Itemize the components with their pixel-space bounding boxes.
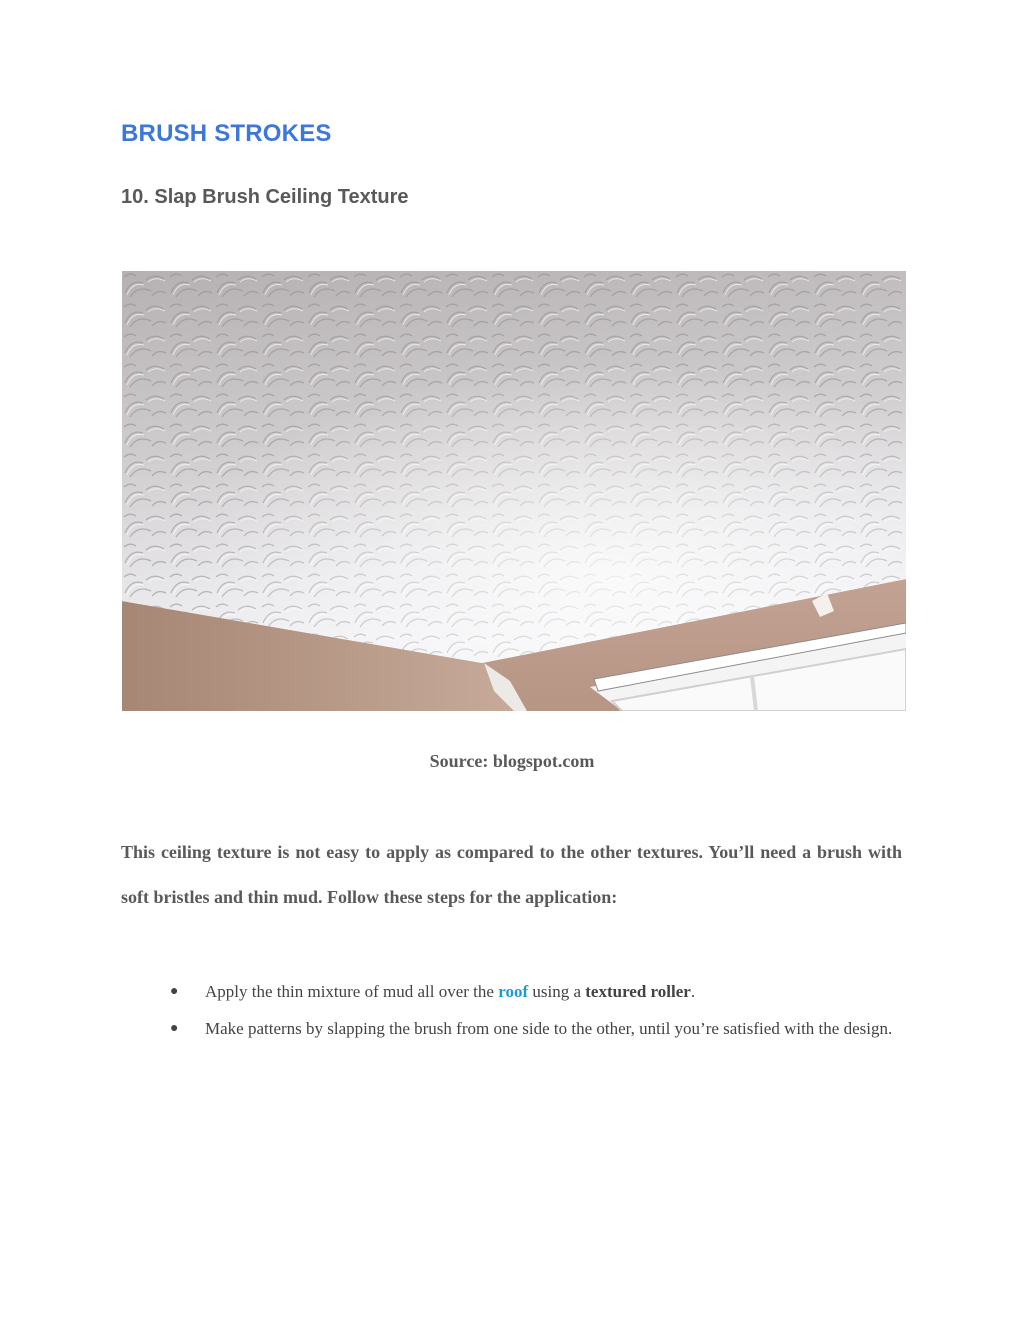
step-text: Apply the thin mixture of mud all over the: [205, 982, 499, 1001]
step-text: .: [690, 982, 696, 1001]
list-item: [166, 973, 906, 1010]
roof-link[interactable]: roof: [498, 982, 529, 1001]
step-text: using a: [528, 982, 586, 1001]
section-title: BRUSH STROKES: [121, 120, 332, 147]
photo-caption: Source: blogspot.com: [429, 751, 595, 771]
intro-paragraph: This ceiling texture is not easy to apply as compared to the other textures. You’ll need a brush with soft bristles and thin mud. Follow these steps for the application:: [121, 842, 902, 907]
step-text: Make patterns by slapping the brush from one side to the other, until you’re satisfied with the design.: [205, 1019, 893, 1038]
steps-list: [166, 973, 906, 1047]
step-emphasis: textured roller: [585, 982, 691, 1001]
bullet-icon: ●: [170, 984, 179, 999]
list-item: [166, 1010, 906, 1047]
item-title: 10. Slap Brush Ceiling Texture: [121, 186, 409, 208]
bullet-icon: ●: [170, 1021, 179, 1036]
ceiling-photo: [122, 271, 906, 711]
